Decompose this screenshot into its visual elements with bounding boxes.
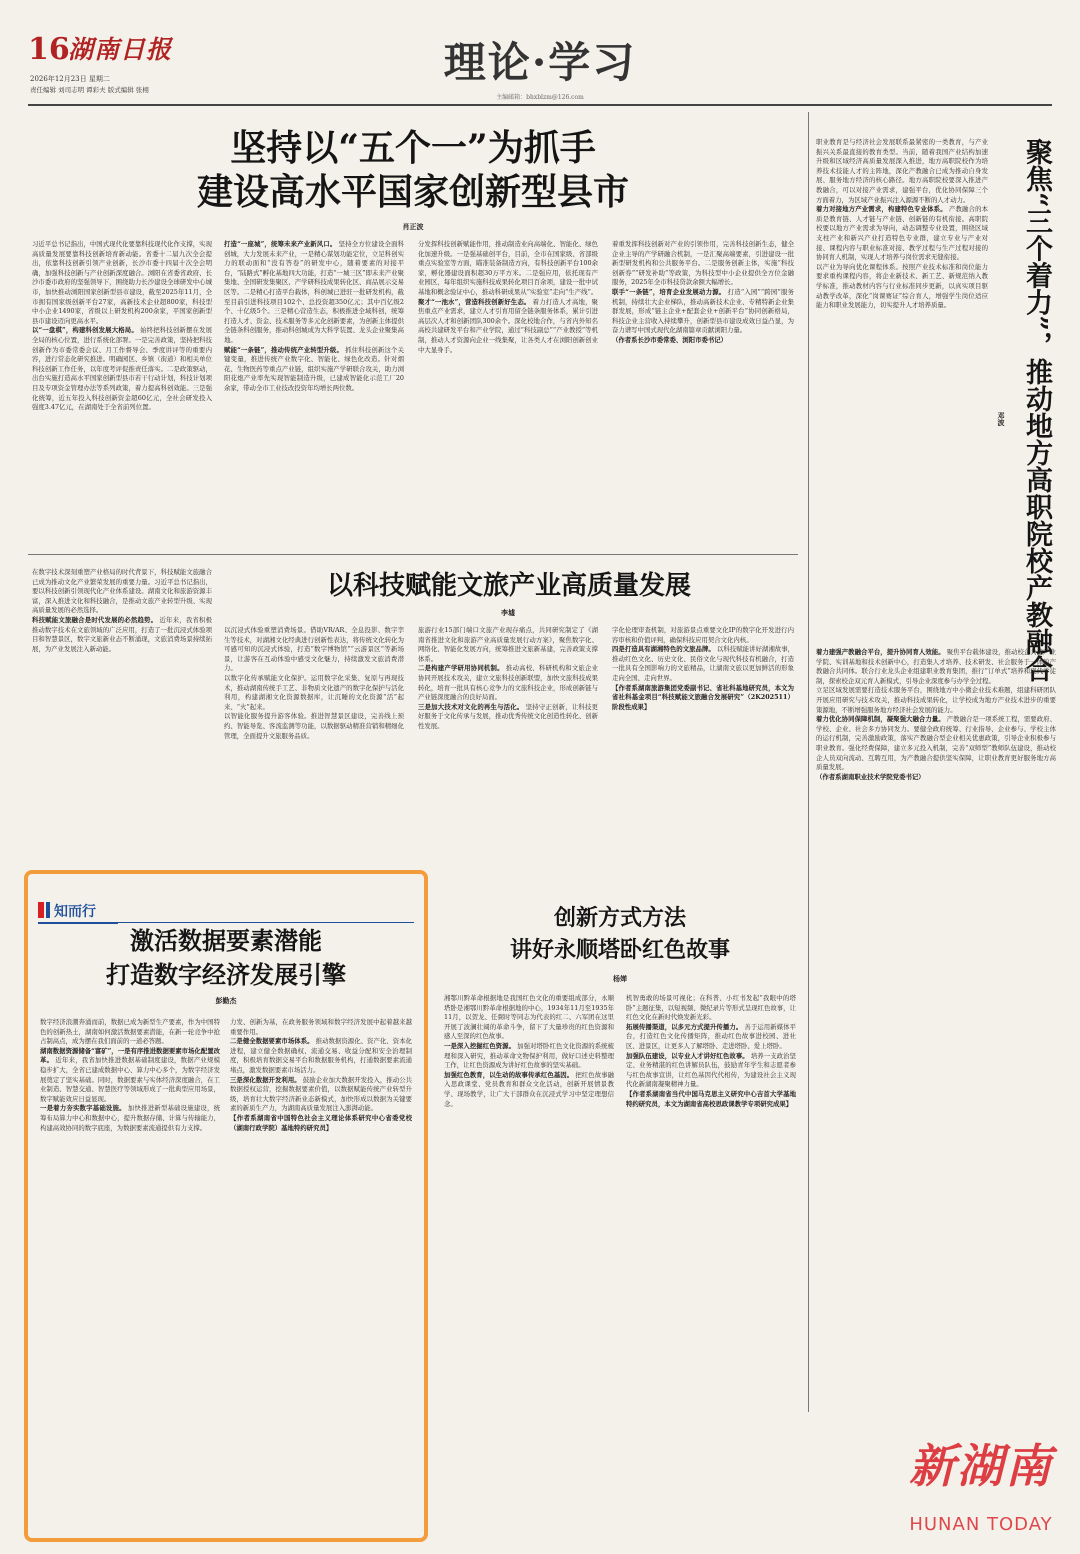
redstory-c2p3: 培养一支政治坚定、业务精湛的红色讲解员队伍，鼓励青年学生和志愿者参与红色故事宣讲，让红色基因代代相传，为建设社会主义现代化新湖南凝聚精神力量。 xyxy=(626,1051,796,1089)
editor-line: 责任编辑 刘司志明 谭彩夫 版式编辑 张栩 xyxy=(30,86,149,94)
side-col-bottom xyxy=(816,648,1056,1412)
redstory-c1p3: 把红色故事融入思政课堂、党员教育和群众文化活动，创新开展情景教学、现场教学，让广大干部群众在沉浸式学习中坚定理想信念。 xyxy=(444,1070,614,1108)
data-col-1 xyxy=(40,1018,220,1528)
main-title-line2: 建设高水平国家创新型县市 xyxy=(196,171,629,213)
side-p3: 以产业为导向优化课程体系。按照产业技术标准和岗位能力要求重构课程内容，将企业新技术、新工艺、新规范纳入教学标准，推动教材内容与行业标准同步更新，以真实项目驱动教学改革，深化“岗课赛证”综合育人，增强学生岗位适应能力和职业发展能力，切实提升人才培养质量。 xyxy=(816,262,988,310)
main-col1-p2: 始终把科技创新摆在发展全局的核心位置，进行系统化部署。一是完善政策，坚持把科技创新作为市委常委会议、月工作督导会、季度讲评等的重要内容，进行常态化研究推进。明确园区、乡镇（街道）和相关单位科技创新工作任务，以年度考评促推责任落实。二是政策驱动，出台实施打造高水平国家创新型县市若干行动计划，科技计划项目及专项资金管理办法等系列政策，着力提高科创效能。三是强化统筹，近五年投入科技创新资金超60亿元，全社会研发投入强度3.47亿元，在湖南处于全省前列位置。 xyxy=(32,326,212,412)
main-col4-p2: 打造“入园”“跨园”服务机制，持续壮大企业梯队，推动高新技术企业、专精特新企业集群发展，形成“链主企业+配套企业+创新平台”协同创新格局，科技企业主营收入持续攀升，创新型县市建设成效日益凸显，为奋力谱写中国式现代化湖南篇章贡献浏阳力量。 xyxy=(612,287,794,335)
side-p4: 聚焦平台载体建设，推动校企共建产业学院、实训基地和技术创新中心，打造集人才培养、技术研发、社会服务于一体的产教融合共同体。联合行业龙头企业组建职业教育集团，推行“订单式”培养和现代学徒制，探索校企双元育人新模式，引导企业深度参与办学全过程。 xyxy=(816,648,1056,685)
section-email: 主编邮箱：bhxblzm@126.com xyxy=(496,94,584,101)
tourism-sub-lead: 科技赋能文旅融合是时代发展的必然趋势。 xyxy=(32,615,158,624)
tourism-c3sub2: 三是加大技术对文化的再生与活化。 xyxy=(418,702,524,711)
side-p1: 职业教育是与经济社会发展联系最紧密的一类教育，与产业振兴关系最直接的教育类型。当前，随着我国产业结构加速升级和区域经济高质量发展深入推进，地方高职院校作为培养技术技能人才的主阵地，深化产教融合已成为推动自身发展、服务地方经济的核心路径。地方高职院校要深入推进产教融合，可以对接产业需求，建强平台，优化协同保障三个方面着力，为区域产业振兴注入源源不断的人才动力。 xyxy=(816,138,988,204)
tourism-col-3 xyxy=(418,626,598,858)
data-c1p3: 加快推进新型基础设施建设，统筹布局算力中心和数据中心，提升数据存储、计算与传输能力，构建高效协同的数字底座，为数据要素流通提供有力支撑。 xyxy=(40,1104,220,1132)
main-col2-sub1: 打造“一座城”，统筹未来产业新风口。 xyxy=(224,240,337,248)
main-col1-p1: 习近平总书记指出，中国式现代化要靠科技现代化作支撑，实现高质量发展要靠科技创新培育新动能。省委十二届九次全会提出，依靠科技创新引领产业创新，长沙市委十四届十次全会明确，加强科技创新与产业创新深度融合。浏阳在省委省政府、长沙市委市政府的坚强领导下，围绕助力长沙建设全球研发中心城市，加快推动浏阳国家创新型县市建设，截至2025年11月，全市拥有国家级创新平台27家，高新技术企业超800家，科技型中小企业1490家，省级以上研发机构200余家，平国家创新型县市建设迈向更高水平。 xyxy=(32,240,212,325)
main-col-1 xyxy=(32,240,212,536)
tourism-title: 以科技赋能文旅产业高质量发展 xyxy=(326,571,691,601)
redstory-c1sub2: 加强红色教育，以生动的故事传承红色基因。 xyxy=(444,1070,574,1079)
data-c2p3: 鼓励企业加大数据开发投入，推动公共数据授权运营，挖掘数据要素价值，以数据赋能传统产业转型升级，培育壮大数字经济新业态新模式，加快形成以数据为关键要素的新质生产力，为湖南高质量发展注入澎湃动能。 xyxy=(230,1075,412,1113)
data-c1p2: 近年来，我省加快推进数据基础制度建设，数据产业规模稳步扩大，全省已建成数据中心、算力中心多个，为数字经济发展奠定了坚实基础。同时，数据要素与实体经济深度融合，在工业制造、智慧交通、智慧医疗等领域形成了一批典型应用场景，数字赋能效应日益显现。 xyxy=(40,1056,220,1103)
side-author: 邓波 xyxy=(997,412,1006,426)
masthead xyxy=(0,0,1080,100)
main-col3-sub1: 聚才“一池水”，营造科技创新好生态。 xyxy=(418,297,531,306)
main-article xyxy=(28,112,798,552)
redstory-c2p2: 善于运用新媒体平台，打造红色文化传播矩阵，推动红色故事进校园、进社区、进景区，让更多人了解塔卧、走进塔卧、爱上塔卧。 xyxy=(626,1022,796,1050)
side-byline: （作者系湖南职业技术学院党委书记） xyxy=(816,772,925,781)
side-p6: 产教融合是一项系统工程，需要政府、学校、企业、社会多方协同发力。要健全政府统筹、行业指导、企业参与、学校主体的运行机制，完善激励政策，落实产教融合型企业相关优惠政策，引导企业积极参与职业教育。强化经费保障，建立多元投入机制，完善“双师型”教师队伍建设，推动校企人员双向流动、互聘互用，为产教融合提供坚实保障，让职业教育更好服务地方高质量发展。 xyxy=(816,715,1056,772)
main-col2-p1: 坚持全方位建设全面科创城，大力发展未来产业，一是精心谋划功能定位，立足科创实力的联动面和“没有答卷”的研发中心，随着要素的对接平台，“陆路式”孵化基地四大功能，打造“一城三区”即未来产业聚集地、全国研发集聚区、产学研科技成果转化区、商品展示交易区等。二是精心打造平台载体，科创城已进驻一批研发机构，截至目前引进科技项目102个、总投资超350亿元；其中百亿级2个、十亿级5个。三是精心营造生态，积极推进全域科创，统筹打造人才、资金、技术服务等多元化创新要素，为创新主体提供全链条科创服务，推动科创城成为大科学装置、龙头企业聚集高地。 xyxy=(224,240,404,344)
main-col2-p2: 抓住科技创新这个关键变量，推进传统产业数字化、智能化、绿色化改造。针对烟花、生物医药等重点产业链，组织实施产学研联合攻关，助力浏阳花炮产业率先实现智能制造升级，已建成智能化示范工厂20余家，带动全市工业技改投资年均增长两位数。 xyxy=(224,345,404,392)
watermark xyxy=(896,1424,1066,1550)
main-author: 肖正波 xyxy=(402,222,424,231)
tourism-c3p2: 推动高校、科研机构和文旅企业协同开展技术攻关，建立文旅科技创新联盟，加快文旅科技成果转化，培育一批具有核心竞争力的文旅科技企业，形成创新链与产业链深度融合的良好局面。 xyxy=(418,664,598,702)
tourism-col-4 xyxy=(612,626,794,858)
redstory-article xyxy=(440,880,800,1520)
column-label: 知而行 xyxy=(54,904,96,920)
tourism-byline: 【作者系湖南旅游集团党委副书记、省社科基地研究员，本文为省社科基金项目“科技赋能文旅融合发展研究”（2K202511）阶段性成果】 xyxy=(612,683,794,711)
side-sub3: 着力优化协同保障机制，凝聚强大融合力量。 xyxy=(816,715,945,724)
column-label-rule xyxy=(38,922,414,923)
redstory-col-2 xyxy=(626,994,796,1514)
tourism-c2p1: 以沉浸式体验重塑消费场景。借助VR/AR、全息投影、数字孪生等技术，对湖湘文化经典进行创新性表达，将传统文化转化为可感可知的沉浸式体验，打造“数字博物馆”“云游景区”等新场景，让游客在互动体验中感受文化魅力，持续激发文旅消费潜力。 xyxy=(224,626,404,673)
main-col3-p1: 分发挥科技创新赋能作用，推动制造业向高端化、智能化、绿色化加速升级。一是强基础创平台，目前，全市在国家级、省部级重点实验室等方面，瞄准装备制造方向，有科技创新平台100余家，孵化器建设面积超30万平方米。二是强应用，依托现有产业园区，每年组织实施科技成果转化项目百余项，建设一批中试基地和概念验证中心，推动科研成果从“实验室”走向“生产线”。 xyxy=(418,240,598,296)
column-label-box xyxy=(38,898,118,924)
data-article xyxy=(36,882,416,1532)
main-col4-p1: 着重发挥科技创新对产业的引领作用，完善科技创新生态，健全企业主导的产学研融合机制，一是汇聚高端要素，引进建设一批新型研发机构和公共服务平台。二是服务创新主体，实施“科技创新券”“研发补助”等政策，为科技型中小企业提供全方位金融服务，2025年全市科技贷款余额大幅增长。 xyxy=(612,240,794,287)
page-number: 16 xyxy=(28,32,70,67)
side-p5: 立足区域发展需要打造技术服务平台，围绕地方中小微企业技术难题，组建科研团队开展应用研究与技术攻关，推动科技成果转化，让学校成为地方产业技术进步的重要策源地，不断增强服务地方经济社会发展的能力。 xyxy=(816,686,1056,714)
redstory-title-line1: 创新方式方法 xyxy=(553,905,686,931)
tourism-c4sub: 四是打造具有湖湘特色的文旅品牌。 xyxy=(612,645,715,654)
redstory-c2sub2: 加强队伍建设，以专业人才讲好红色故事。 xyxy=(626,1051,749,1060)
tourism-lead2: 近年来，我省积极推动数字技术在文旅领域的广泛应用，打造了一批沉浸式体验项目和智慧景区，数字文旅新业态不断涌现，文旅消费场景持续拓展，为产业发展注入新动能。 xyxy=(32,615,212,653)
side-col-top xyxy=(816,138,988,638)
main-col-2 xyxy=(224,240,404,536)
redstory-title-line2: 讲好永顺塔卧红色故事 xyxy=(509,937,730,963)
watermark-logo: 新湖南 xyxy=(909,1439,1053,1493)
section-title: 理论·学习 xyxy=(443,38,637,87)
main-col-3 xyxy=(418,240,598,536)
data-c1sub2: 一是着力夯实数字基础设施。 xyxy=(40,1104,126,1113)
side-article xyxy=(816,112,1056,1412)
data-c1p1: 数字经济浪潮奔涌而前，数据已成为新型生产要素，作为中国特色的创新热土，湖南如何激活数据要素潜能，在新一轮竞争中抢占制高点，成为摆在我们面前的一道必答题。 xyxy=(40,1018,220,1046)
tourism-c2p2: 以数字化传承赋能文化保护。运用数字化采集、复原与再现技术，推动湖南传统手工艺、非物质文化遗产的数字化保护与活化利用，构建湖湘文化资源数据库，让沉睡的文化资源“活”起来、“火”起来。 xyxy=(224,673,404,711)
tourism-col-2 xyxy=(224,626,404,858)
redstory-c1sub1: 一是深入挖掘红色资源。 xyxy=(444,1041,516,1050)
data-c2p1: 力发、创新为基，在政务服务领域和数字经济发展中起着越来越重要作用。 xyxy=(230,1018,412,1036)
redstory-col-1 xyxy=(444,994,614,1514)
data-byline: 【作者系湖南省中国特色社会主义理论体系研究中心省委党校（湖南行政学院）基地特约研究员】 xyxy=(230,1113,412,1132)
tourism-c2p3: 以智能化服务提升游客体验。推进智慧景区建设，完善线上预约、智能导览、客流监测等功能，以数据驱动精准营销和精细化管理，全面提升文旅服务品质。 xyxy=(224,712,404,740)
paper-name: 湖南日报 xyxy=(68,35,173,64)
redstory-c2p1: 机智勇敢的场景可视化；在科普、小红书发起“我眼中的塔卧”主题征集，以短视频、微纪录片等形式呈现红色故事，让红色文化在新时代焕发新光彩。 xyxy=(626,994,796,1022)
masthead-rule xyxy=(28,104,1052,106)
main-col4-sub1: 联手“一条链”，培育企业发展动力源。 xyxy=(612,287,726,296)
tourism-lead: 在数字技术深刻重塑产业格局的时代背景下，科技赋能文旅融合已成为推动文化产业繁荣发展的重要力量。习近平总书记指出，要以科技创新引领现代化产业体系建设。湖南文化和旅游资源丰富，深入推进文化和科技融合，是推动文旅产业转型升级、实现高质量发展的必然选择。 xyxy=(32,568,212,615)
main-title-line1: 坚持以“五个一”为抓手 xyxy=(230,127,596,169)
data-col-2 xyxy=(230,1018,412,1528)
data-c2p2: 推动数据资源化、资产化、资本化进程，建立健全数据确权、流通交易、收益分配和安全治理制度，积极培育数据交易平台和数据服务机构，打通数据要素流通堵点，激发数据要素市场活力。 xyxy=(230,1037,412,1074)
data-title-line2: 打造数字经济发展引擎 xyxy=(106,960,346,989)
data-c1sub1: 湖南数据资源储备“富矿”，一是有序推进数据要素市场化配置改革。 xyxy=(40,1046,220,1065)
redstory-c2sub1: 拓展传播渠道，以多元方式提升传播力。 xyxy=(626,1022,743,1031)
side-p2: 产教融合的本质是教育链、人才链与产业链、创新链的有机衔接。高职院校要以地方产业需求为导向，动态调整专业设置，围绕区域支柱产业和新兴产业打造特色专业群，建立专业与产业对接、课程内容与职业标准对接、教学过程与生产过程对接的协同育人机制，实现人才培养与岗位需求无缝衔接。 xyxy=(816,205,988,262)
data-c2sub2: 三是深化数据开发利用。 xyxy=(230,1075,301,1084)
side-sub2: 着力建强产教融合平台，提升协同育人效能。 xyxy=(816,648,945,656)
tourism-author: 李墟 xyxy=(501,608,515,617)
watermark-caption: HUNAN TODAY xyxy=(909,1514,1053,1535)
side-sub1: 着力对接地方产业需求，构建特色专业体系。 xyxy=(816,205,947,214)
tourism-c3p1: 旅游行业15部门端口文旅产业现存痛点，共同研究制定了《湖南省推进文化和旅游产业高质量发展行动方案》，聚焦数字化、网络化、智能化发展方向，统筹推进文旅新基建，完善政策支撑体系。 xyxy=(418,626,598,663)
tourism-article xyxy=(28,562,798,862)
main-col3-p2: 着力打造人才高地，聚焦重点产业需求，建立人才引育用留全链条服务体系，累计引进高层次人才和创新团队300余个。深化校地合作，与省内外知名高校共建研发平台和产业学院，通过“科技副总”“产业教授”等机制，推动人才资源向企业一线集聚，让各类人才在浏阳创新创业中大显身手。 xyxy=(418,297,598,354)
data-c2sub1: 二是健全数据要素市场体系。 xyxy=(230,1037,314,1046)
data-author: 彭勤杰 xyxy=(215,996,237,1005)
main-bottom-rule xyxy=(28,554,798,555)
column-label-icon-bar xyxy=(46,902,50,918)
tourism-c3p3: 坚持守正创新，让科技更好服务于文化传承与发展，推动优秀传统文化创造性转化、创新性发展。 xyxy=(418,702,598,730)
side-title: 聚焦“三个着力”，推动地方高职院校产教融合 xyxy=(1021,138,1052,683)
main-byline: （作者系长沙市委常委、浏阳市委书记） xyxy=(612,335,728,344)
tourism-lead-col xyxy=(32,568,212,858)
redstory-byline: 【作者系湖南省当代中国马克思主义研究中心吉首大学基地特约研究员，本文为湖南省高校思政课教学专项研究成果】 xyxy=(626,1089,796,1108)
data-title-line1: 激活数据要素潜能 xyxy=(130,926,322,955)
redstory-c1p1: 湘鄂川黔革命根据地是我国红色文化的重要组成部分，永顺塔卧是湘鄂川黔革命根据地的中心，1934年11月至1935年11月，以贺龙、任弼时等同志为代表的红二、六军团在这里开展了波澜壮阔的革命斗争，留下了大量珍贵的红色资源和感人至深的红色故事。 xyxy=(444,994,614,1041)
date-line: 2026年12月23日 星期二 xyxy=(30,75,110,83)
tourism-c4p1: 字化伦理审查机制，对旅游景点重要文化IP的数字化开发进行内容审核和价值评判，确保科技应用契合文化内核。 xyxy=(612,626,794,644)
main-col1-sub1: 以“一盘棋”，构建科创发展大格局。 xyxy=(32,326,138,335)
main-col2-sub2: 赋能“一条链”，推动传统产业转型升级。 xyxy=(224,345,344,354)
tourism-c3sub: 二是构建产学研用协同机制。 xyxy=(418,664,504,673)
tourism-c4p2: 以科技赋能讲好湖湘故事，推动红色文化、历史文化、民俗文化与现代科技有机融合，打造一批具有全国影响力的文旅精品，让湖南文旅以更加鲜活的形象走向全国、走向世界。 xyxy=(612,645,794,682)
main-col-4 xyxy=(612,240,794,536)
redstory-c1p2: 加强对塔卧红色文化资源的系统梳理和深入研究，推动革命文物保护利用，做好口述史料整理工作，让红色资源成为讲好红色故事的坚实基础。 xyxy=(444,1041,614,1070)
side-divider xyxy=(808,112,809,1412)
redstory-author: 杨婵 xyxy=(613,974,627,983)
column-label-icon xyxy=(38,902,44,918)
